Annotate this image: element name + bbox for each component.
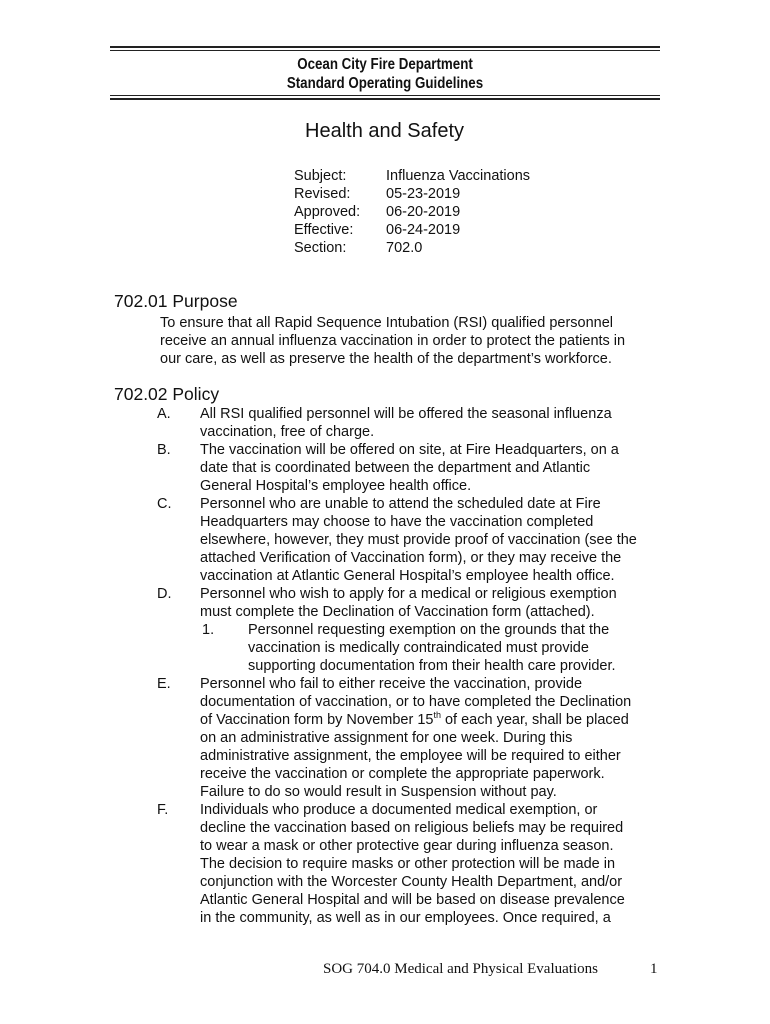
item-line: attached Verification of Vaccination form), or they may receive the — [200, 550, 622, 566]
policy-item-d — [153, 585, 663, 621]
page-number: 1 — [650, 961, 658, 977]
meta-key: Section: — [294, 240, 347, 256]
header-rule-bottom-thin — [110, 95, 660, 96]
subitem-line: Personnel requesting exemption on the grounds that the — [248, 622, 610, 638]
policy-item-e — [153, 675, 663, 801]
item-line: in the community, as well as in our employees. Once required, a — [200, 910, 611, 926]
policy-list — [153, 405, 663, 927]
meta-row-revised — [294, 185, 530, 203]
meta-value: 06-24-2019 — [386, 222, 461, 238]
item-line-text: of Vaccination form by November 15 — [200, 712, 434, 728]
meta-value: 05-23-2019 — [386, 186, 461, 202]
item-line: All RSI qualified personnel will be offered the seasonal influenza — [200, 406, 612, 422]
paragraph-line: our care, as well as preserve the health of the department’s workforce. — [160, 351, 612, 367]
item-line: The decision to require masks or other protection will be made in — [200, 856, 616, 872]
header-rule-top — [110, 46, 660, 48]
item-line: must complete the Declination of Vaccination form (attached). — [200, 604, 595, 620]
paragraph-line: To ensure that all Rapid Sequence Intubation (RSI) qualified personnel — [160, 315, 614, 331]
header-doc-type: Standard Operating Guidelines — [286, 75, 484, 92]
meta-key: Revised: — [294, 186, 351, 202]
item-letter: A. — [157, 406, 171, 422]
meta-row-effective — [294, 221, 530, 239]
item-line: General Hospital’s employee health office. — [200, 478, 472, 494]
subitem-line: vaccination is medically contraindicated must provide — [248, 640, 589, 656]
meta-key: Approved: — [294, 204, 361, 220]
item-line: Personnel who fail to either receive the vaccination, provide — [200, 676, 583, 692]
header-rule-top-thin — [110, 50, 660, 51]
policy-item-b — [153, 441, 663, 495]
meta-value: 702.0 — [386, 240, 423, 256]
item-line: Failure to do so would result in Suspension without pay. — [200, 784, 557, 800]
item-line: vaccination, free of charge. — [200, 424, 375, 440]
item-line: receive the vaccination or complete the appropriate paperwork. — [200, 766, 605, 782]
meta-row-section — [294, 239, 530, 257]
meta-key: Subject: — [294, 168, 347, 184]
item-letter: B. — [157, 442, 171, 458]
page-footer: SOG 704.0 Medical and Physical Evaluations — [323, 961, 598, 977]
item-line: date that is coordinated between the department and Atlantic — [200, 460, 591, 476]
item-line: conjunction with the Worcester County Health Department, and/or — [200, 874, 623, 890]
paragraph-line: receive an annual influenza vaccination in order to protect the patients in — [160, 333, 626, 349]
page-title: Health and Safety — [305, 120, 464, 142]
item-line: vaccination at Atlantic General Hospital’s employee health office. — [200, 568, 615, 584]
ordinal-suffix: th — [433, 710, 441, 721]
item-line-tail: of each year, shall be placed — [440, 712, 629, 728]
item-line: Individuals who produce a documented medical exemption, or — [200, 802, 598, 818]
document-header — [149, 55, 622, 93]
meta-value: 06-20-2019 — [386, 204, 461, 220]
purpose-paragraph — [160, 314, 650, 368]
item-line: to wear a mask or other protective gear during influenza season. — [200, 838, 614, 854]
item-line: on an administrative assignment for one week. During this — [200, 730, 573, 746]
header-rule-bottom — [110, 98, 660, 100]
subitem-line: supporting documentation from their health care provider. — [248, 658, 616, 674]
item-line: decline the vaccination based on religious beliefs may be required — [200, 820, 624, 836]
meta-value: Influenza Vaccinations — [386, 168, 531, 184]
section-heading-policy: 702.02 Policy — [114, 384, 220, 404]
subitem-number: 1. — [202, 622, 215, 638]
item-line: administrative assignment, the employee will be required to either — [200, 748, 621, 764]
item-letter: E. — [157, 676, 171, 692]
item-letter: F. — [157, 802, 169, 818]
item-line: The vaccination will be offered on site, at Fire Headquarters, on a — [200, 442, 619, 458]
header-org: Ocean City Fire Department — [297, 56, 473, 73]
item-line: Personnel who wish to apply for a medical or religious exemption — [200, 586, 617, 602]
item-line: Headquarters may choose to have the vaccination completed — [200, 514, 594, 530]
item-letter: C. — [157, 496, 172, 512]
item-line: Atlantic General Hospital and will be based on disease prevalence — [200, 892, 625, 908]
section-heading-purpose: 702.01 Purpose — [114, 291, 238, 311]
document-metadata — [294, 167, 530, 257]
item-line: elsewhere, however, they must provide proof of vaccination (see the — [200, 532, 637, 548]
policy-item-a — [153, 405, 663, 441]
item-letter: D. — [157, 586, 172, 602]
item-line: Personnel who are unable to attend the scheduled date at Fire — [200, 496, 601, 512]
meta-row-approved — [294, 203, 530, 221]
item-line — [200, 711, 631, 729]
item-line: documentation of vaccination, or to have completed the Declination — [200, 694, 632, 710]
policy-subitem-d1 — [153, 621, 663, 675]
meta-key: Effective: — [294, 222, 354, 238]
policy-item-c — [153, 495, 663, 585]
meta-row-subject — [294, 167, 530, 185]
policy-item-f — [153, 801, 663, 927]
